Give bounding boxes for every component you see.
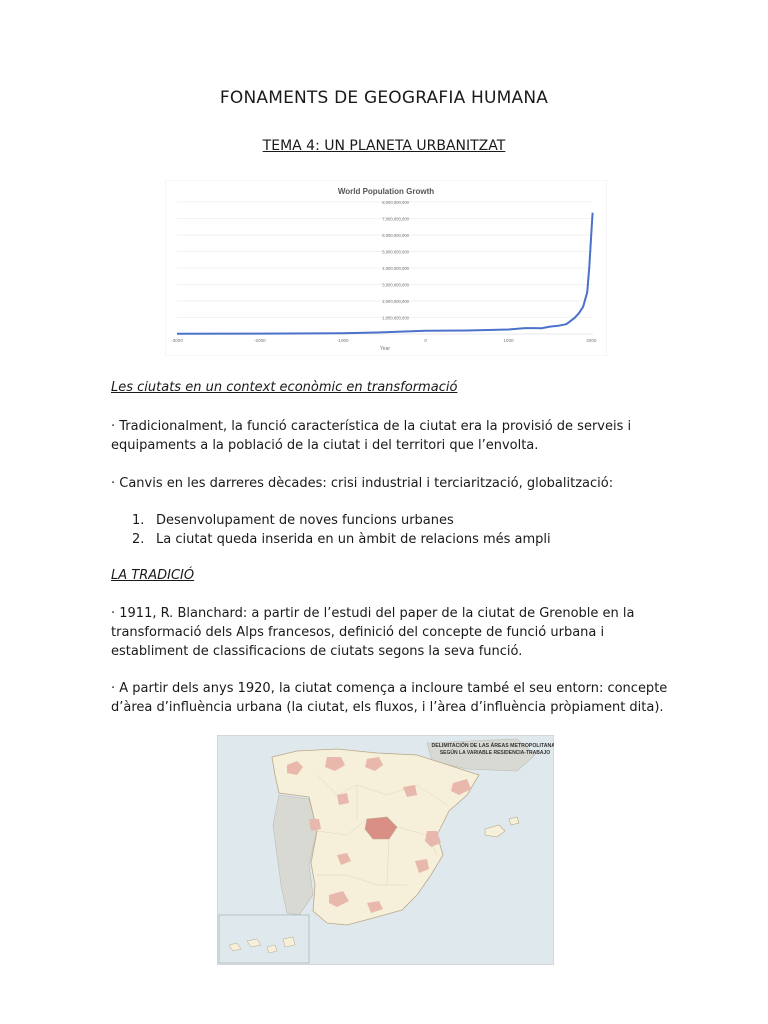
- y-tick-label: 3,000,000,000: [382, 282, 409, 288]
- paragraph-traditional-function: · Tradicionalment, la funció característica de la ciutat era la provisió de serveis i equipaments a la població de la ciutat i del territori que l’envolta.: [111, 419, 632, 453]
- map-metro-area: [337, 793, 349, 805]
- x-tick-label: 0: [424, 338, 427, 343]
- y-tick-label: 2,000,000,000: [382, 299, 409, 304]
- population-chart: [165, 180, 607, 356]
- map-title-line2: SEGÚN LA VARIABLE RESIDENCIA-TRABAJO: [439, 750, 551, 756]
- section-heading-context: Les ciutats en un context econòmic en transformació: [111, 380, 458, 395]
- list-item-text: La ciutat queda inserida en un àmbit de relacions més ampli: [156, 532, 551, 547]
- paragraph-blanchard: · 1911, R. Blanchard: a partir de l’estudi del paper de la ciutat de Grenoble en la transformació dels Alps francesos, definició del concepte de funció urbana i establiment de classificacions de ciutats segons la seva funció.: [111, 606, 635, 659]
- paragraph-influence-area: · A partir dels anys 1920, la ciutat comença a incloure també el seu entorn: concepte d’àrea d’influència urbana (la ciutat, els fluxos, i l’àrea d’influència pròpiament dita).: [111, 681, 668, 715]
- map-svg: [217, 735, 554, 965]
- document-subtitle: TEMA 4: UN PLANETA URBANITZAT: [262, 138, 506, 154]
- y-tick-label: 6,000,000,000: [382, 233, 409, 238]
- map-title-line1: DELIMITACIÓN DE LAS ÁREAS METROPOLITANAS: [431, 743, 554, 749]
- y-tick-label: 8,000,000,000: [382, 200, 409, 205]
- y-tick-label: 1,000,000,000: [382, 315, 409, 321]
- y-tick-label: 7,000,000,000: [382, 216, 409, 222]
- metropolitan-areas-map: [217, 735, 554, 965]
- list-item: [132, 511, 551, 530]
- list-item-number: 1.: [132, 513, 145, 528]
- map-metro-area: [309, 819, 321, 831]
- document-title: FONAMENTS DE GEOGRAFIA HUMANA: [219, 88, 549, 108]
- x-tick-label: -1000: [336, 338, 349, 343]
- section-heading-tradition: LA TRADICIÓ: [111, 568, 195, 583]
- map-canarias-inset: [219, 915, 309, 963]
- list-item: [132, 530, 551, 549]
- population-chart-svg: [165, 180, 607, 356]
- x-tick-label: 1000: [503, 338, 514, 343]
- x-tick-label: 2000: [586, 338, 597, 343]
- x-tick-label: -2000: [253, 338, 266, 343]
- y-tick-label: 4,000,000,000: [382, 266, 409, 271]
- y-tick-label: 5,000,000,000: [382, 249, 409, 255]
- changes-list: [132, 511, 551, 549]
- x-axis-label: Year: [379, 346, 391, 352]
- list-item-number: 2.: [132, 532, 145, 547]
- x-tick-label: -3000: [171, 338, 183, 343]
- list-item-text: Desenvolupament de noves funcions urbanes: [156, 513, 454, 528]
- paragraph-recent-changes: · Canvis en les darreres dècades: crisi industrial i terciarització, globalització:: [111, 476, 614, 491]
- chart-title: World Population Growth: [337, 187, 435, 196]
